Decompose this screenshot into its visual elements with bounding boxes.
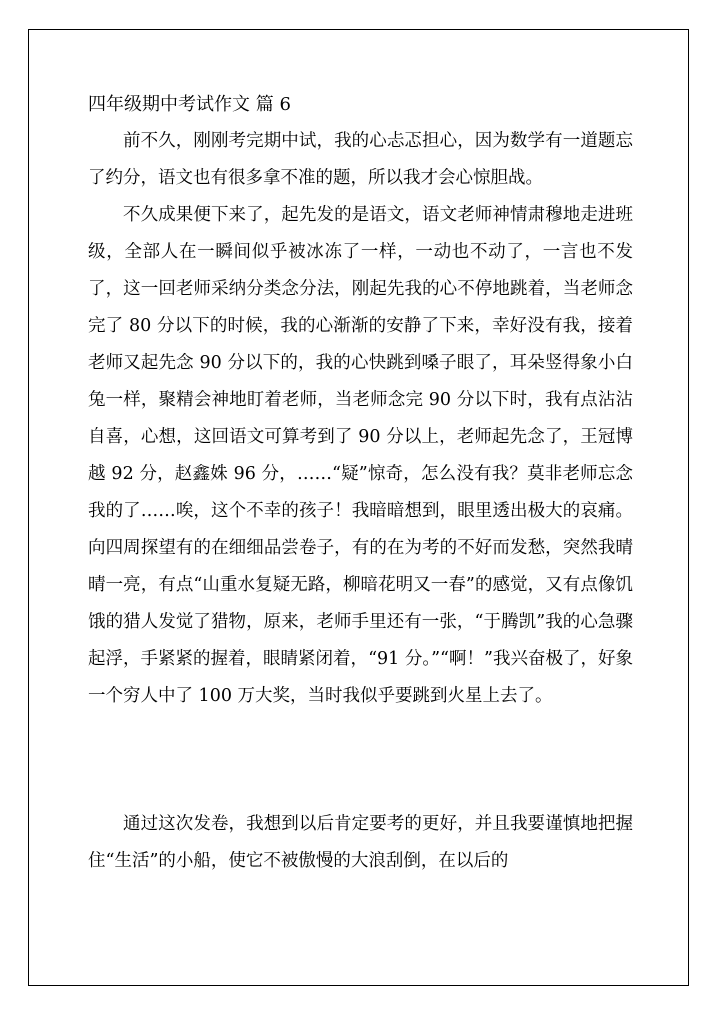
- paragraph-3: 通过这次发卷，我想到以后肯定要考的更好，并且我要谨慎地把握住“生活”的小船，使它不被傲慢的大浪刮倒，在以后的: [88, 814, 633, 871]
- paragraph-1: 前不久，刚刚考完期中试，我的心忐忑担心，因为数学有一道题忘了约分，语文也有很多拿不准的题，所以我才会心惊胆战。: [88, 131, 633, 188]
- paragraph-2: 不久成果便下来了，起先发的是语文，语文老师神情肃穆地走进班级，全部人在一瞬间似乎被冰冻了一样，一动也不动了，一言也不发了，这一回老师采纳分类念分法，刚起先我的心不停地跳着，当老师念完了 80 分以下的时候，我的心渐渐的安静了下来，幸好没有我，接着老师又起先念 90 分以下的，我的心快跳到嗓子眼了，耳朵竖得象小白兔一样，聚精会神地盯着老师，当老师念完 90 分以下时，我有点沾沾自喜，心想，这回语文可算考到了 90 分以上，老师起先念了，王冠博越 92 分，赵鑫姝 96 分，……“疑”惊奇，怎么没有我？莫非老师忘念我的了……唉，这个不幸的孩子！我暗暗想到，眼里透出极大的哀痛。向四周探望有的在细细品尝卷子，有的在为考的不好而发愁，突然我晴晴一亮，有点“山重水复疑无路，柳暗花明又一春”的感觉，又有点像饥饿的猎人发觉了猎物，原来，老师手里还有一张，“于腾凯”我的心急骤起浮，手紧紧的握着，眼睛紧闭着，“91 分。”“啊！”我兴奋极了，好象一个穷人中了 100 万大奖，当时我似乎要跳到火星上去了。: [88, 205, 633, 706]
- document-title: 四年级期中考试作文 篇 6: [88, 94, 291, 115]
